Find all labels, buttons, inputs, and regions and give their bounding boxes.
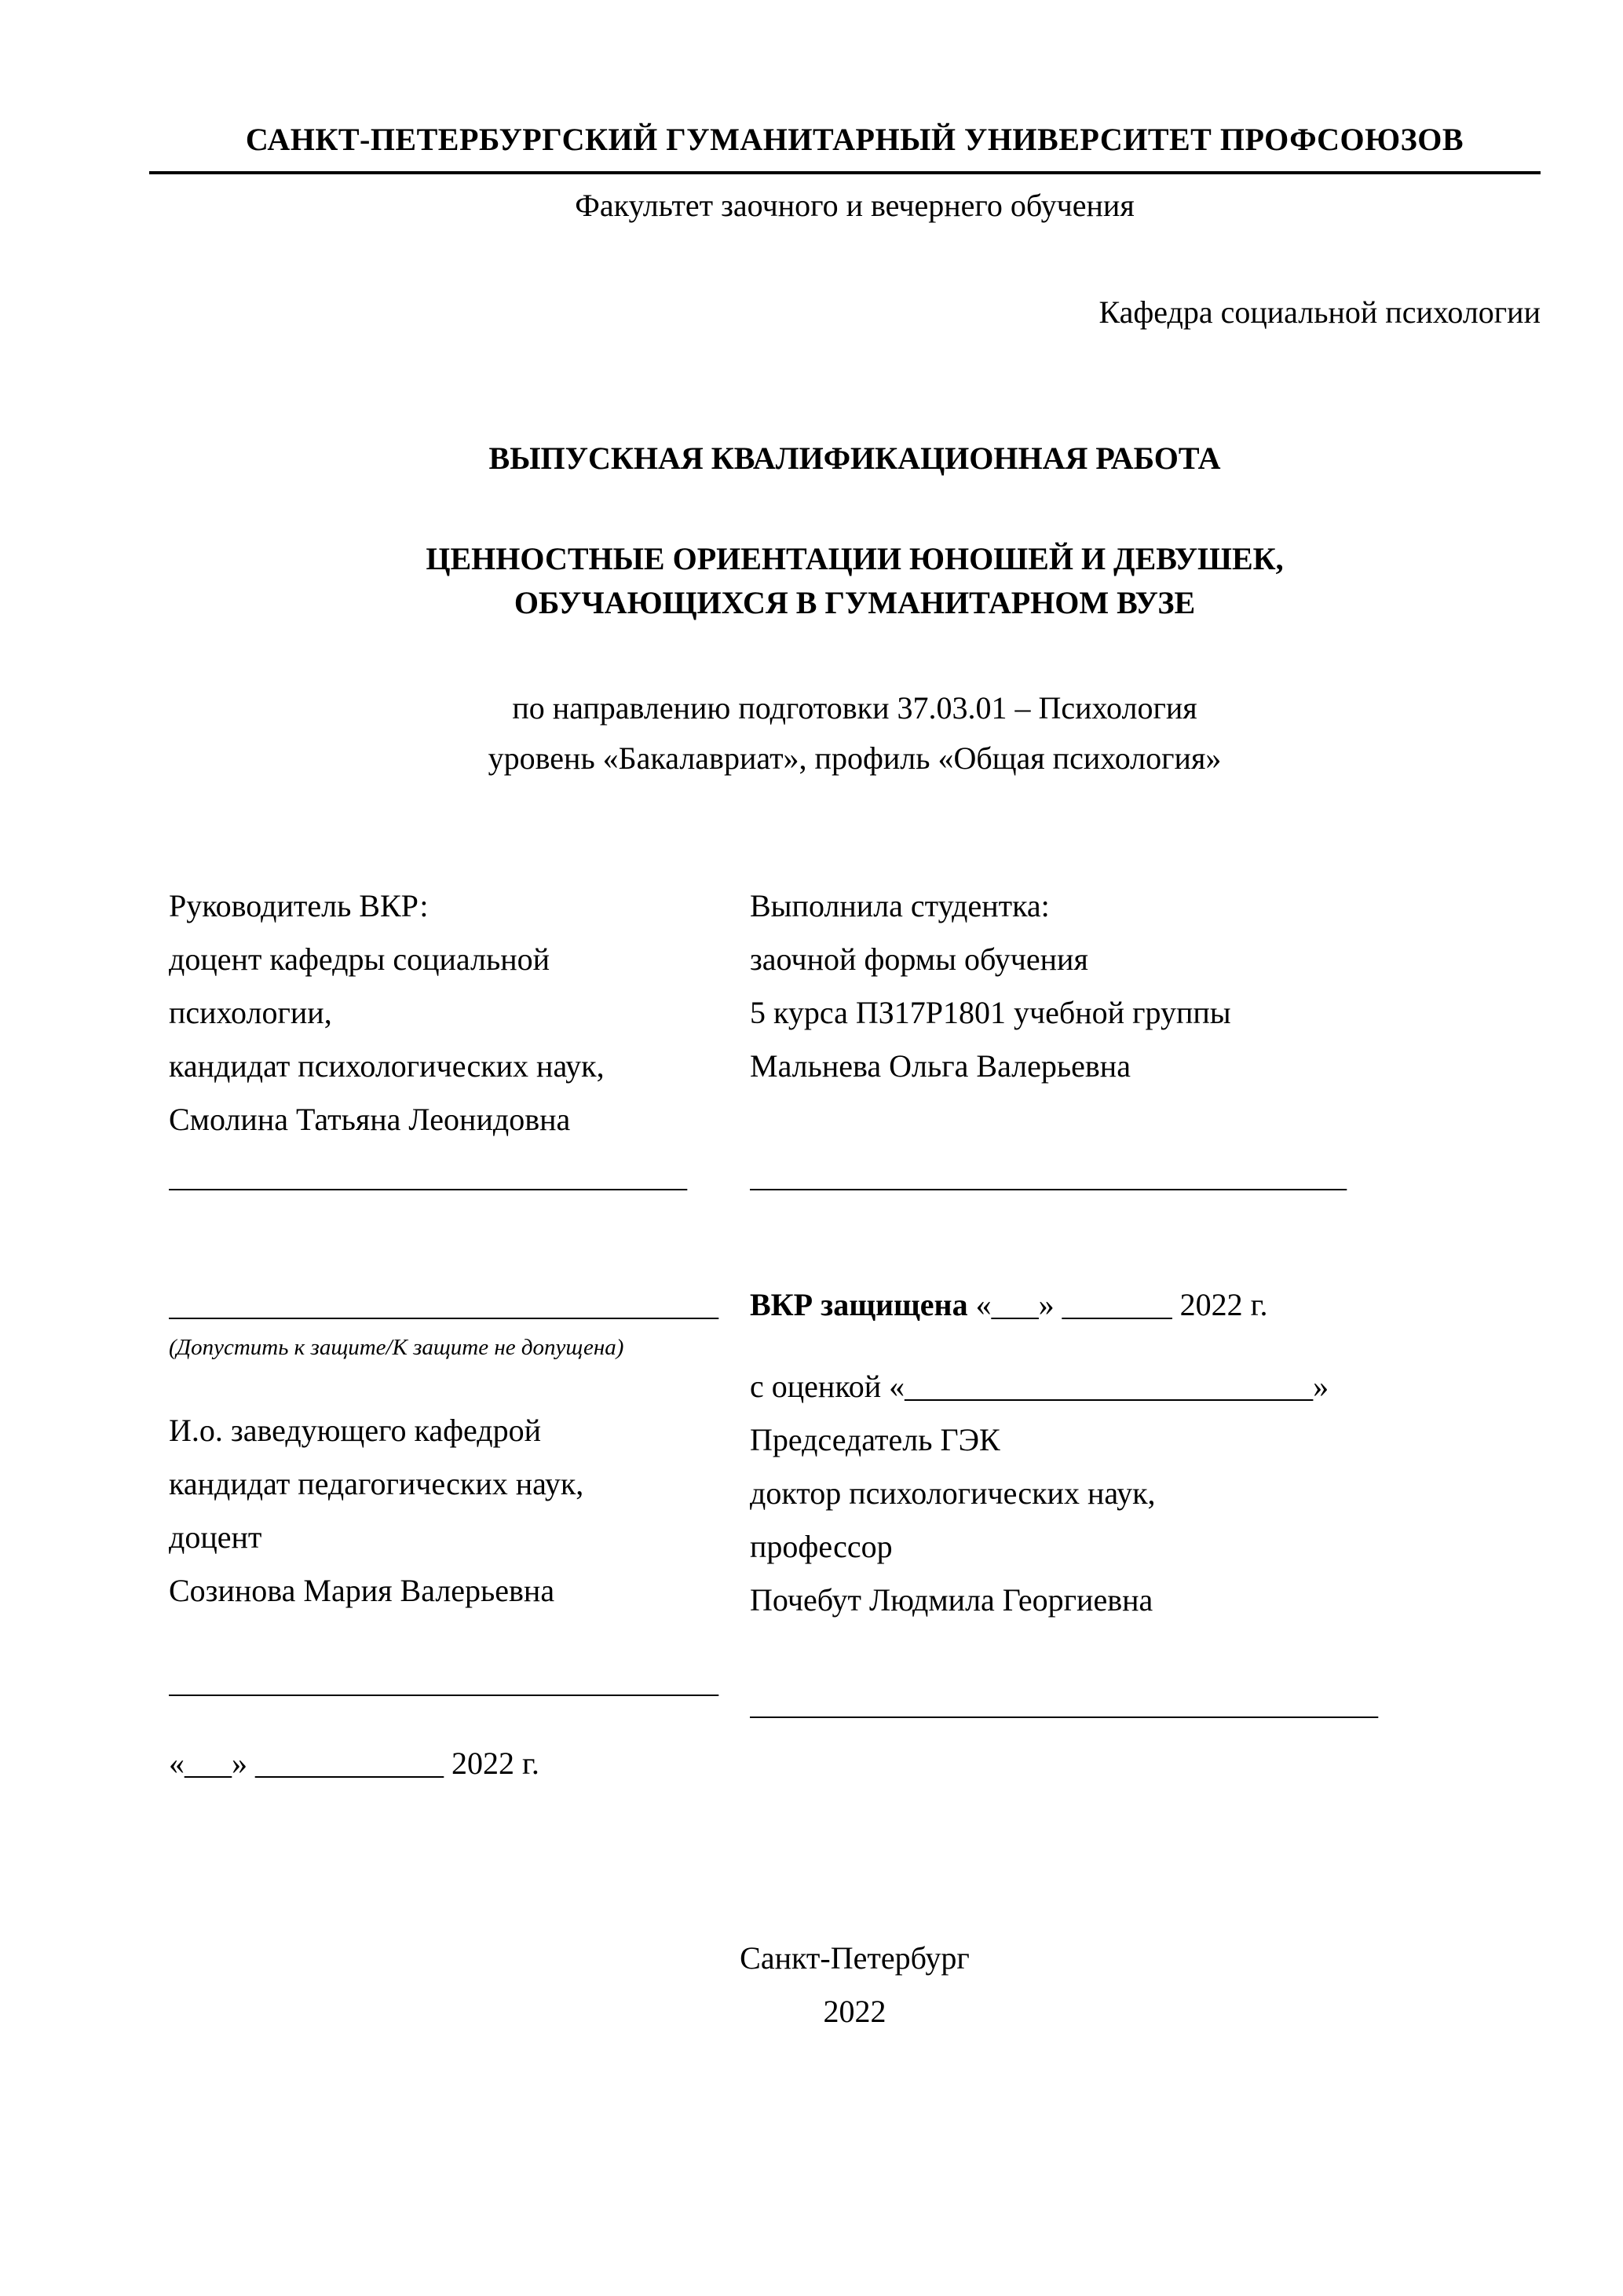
gek-chair-title: Председатель ГЭК <box>750 1422 1000 1457</box>
student-signature-cell <box>750 1150 1541 1203</box>
admission-signature-line-bottom: ___________________________________ <box>169 1664 718 1699</box>
footer <box>169 1932 1541 2038</box>
university-name: САНКТ-ПЕТЕРБУРГСКИЙ ГУМАНИТАРНЫЙ УНИВЕРСИТЕТ ПРОФСОЮЗОВ <box>245 122 1464 157</box>
signature-row <box>169 1150 1541 1203</box>
supervisor-degree: кандидат психологических наук, <box>169 1048 605 1084</box>
admission-officer-position: И.о. заведующего кафедрой <box>169 1413 542 1448</box>
admission-date-line: «___» ____________ 2022 г. <box>169 1746 539 1781</box>
program-direction: по направлению подготовки 37.03.01 – Психология <box>512 690 1197 726</box>
admission-signature-line-top: ___________________________________ <box>169 1287 718 1322</box>
header-divider <box>149 171 1541 174</box>
gek-chair-rank: профессор <box>750 1529 893 1564</box>
approval-block <box>169 1278 1541 1790</box>
program-level: уровень «Бакалавриат», профиль «Общая психология» <box>488 740 1222 776</box>
footer-city: Санкт-Петербург <box>740 1940 970 1976</box>
student-column <box>750 879 1541 1146</box>
grade-line: с оценкой «__________________________» <box>750 1369 1329 1404</box>
student-signature-line: ______________________________________ <box>750 1158 1347 1194</box>
people-block <box>169 879 1541 1146</box>
gek-chair-signature-line: ________________________________________ <box>750 1686 1378 1721</box>
defense-date-blank: «___» _______ 2022 г. <box>967 1287 1268 1322</box>
program-info <box>169 683 1541 784</box>
student-name: Мальнева Ольга Валерьевна <box>750 1048 1131 1084</box>
defense-date-line <box>750 1278 1541 1332</box>
thesis-title-line-1: ЦЕННОСТНЫЕ ОРИЕНТАЦИИ ЮНОШЕЙ И ДЕВУШЕК, <box>426 541 1284 576</box>
gek-chair-name: Почебут Людмила Георгиевна <box>750 1582 1153 1618</box>
student-form: заочной формы обучения <box>750 941 1088 977</box>
supervisor-signature-line: _________________________________ <box>169 1158 687 1194</box>
student-label: Выполнила студентка: <box>750 888 1050 923</box>
admission-officer-degree: кандидат педагогических наук, <box>169 1466 584 1501</box>
admission-column <box>169 1278 750 1790</box>
defense-column <box>750 1278 1541 1790</box>
thesis-title <box>169 537 1541 625</box>
supervisor-column <box>169 879 750 1146</box>
supervisor-label: Руководитель ВКР: <box>169 888 429 923</box>
footer-year: 2022 <box>823 1994 886 2029</box>
department-name: Кафедра социальной психологии <box>1098 294 1541 330</box>
admission-officer-name: Созинова Мария Валерьевна <box>169 1573 555 1608</box>
supervisor-position-line-1: доцент кафедры социальной <box>169 941 550 977</box>
admission-note: (Допустить к защите/К защите не допущена) <box>169 1335 624 1360</box>
supervisor-name: Смолина Татьяна Леонидовна <box>169 1102 571 1137</box>
gek-chair-degree: доктор психологических наук, <box>750 1475 1156 1511</box>
student-group: 5 курса ПЗ17Р1801 учебной группы <box>750 995 1231 1030</box>
admission-officer-rank: доцент <box>169 1519 262 1555</box>
supervisor-signature-cell <box>169 1150 750 1203</box>
supervisor-position-line-2: психологии, <box>169 995 332 1030</box>
faculty-name: Факультет заочного и вечернего обучения <box>575 188 1135 223</box>
admission-officer <box>169 1404 750 1618</box>
thesis-title-line-2: ОБУЧАЮЩИХСЯ В ГУМАНИТАРНОМ ВУЗЕ <box>514 585 1196 620</box>
defense-label: ВКР защищена <box>750 1287 968 1322</box>
work-type-heading: ВЫПУСКНАЯ КВАЛИФИКАЦИОННАЯ РАБОТА <box>488 441 1221 476</box>
